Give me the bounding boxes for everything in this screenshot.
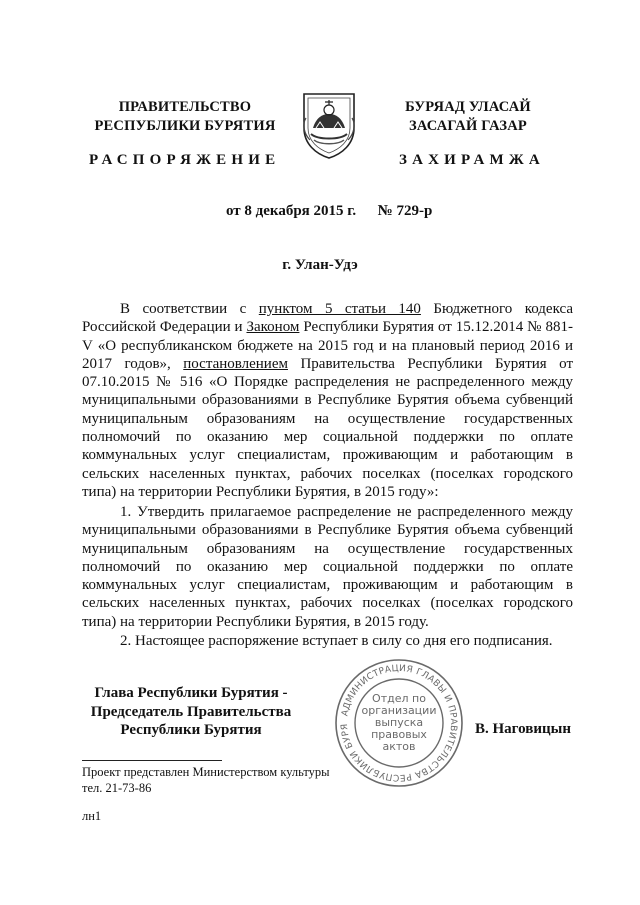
preamble-paragraph bbox=[82, 300, 573, 501]
stamp-line3: выпуска bbox=[374, 716, 424, 729]
preamble-text-3: Республики Бурятия от 15.12.2014 № 881-V «О республиканском бюджете на 2015 год и на плановый период 2016 и 2017 годов», bbox=[82, 319, 573, 372]
footer-code: лн1 bbox=[82, 809, 102, 823]
doc-date-number bbox=[226, 203, 432, 220]
doc-date: от 8 декабря 2015 г. bbox=[226, 203, 357, 219]
preamble-text-1: В соответствии с bbox=[120, 301, 259, 317]
footer-note bbox=[82, 764, 382, 796]
header-right-line2: ЗАСАГАЙ ГАЗАР bbox=[409, 118, 527, 134]
stamp-line2: организации bbox=[361, 704, 437, 717]
footer-phone: тел. 21-73-86 bbox=[82, 781, 152, 795]
stamp-ring-text: АДМИНИСТРАЦИЯ ГЛАВЫ И ПРАВИТЕЛЬСТВА РЕСПУБЛИКИ БУРЯ bbox=[339, 663, 459, 783]
doc-type-bua: ЗАХИРАМЖА bbox=[399, 152, 545, 168]
signatory-title-line3: Республики Бурятия bbox=[120, 722, 262, 738]
footer-divider bbox=[82, 760, 222, 761]
signatory-title-line2: Председатель Правительства bbox=[90, 703, 292, 720]
stamp-line1: Отдел по bbox=[372, 692, 426, 705]
stamp-line5: актов bbox=[382, 740, 416, 753]
coat-of-arms-emblem bbox=[298, 88, 360, 160]
stamp-line4: правовых bbox=[371, 728, 427, 741]
preamble-text-2: Бюджетного кодекса Российской Федерации и bbox=[82, 301, 574, 336]
header-right-line1: БУРЯАД УЛАСАЙ bbox=[405, 99, 531, 115]
preamble-text-4: Правительства Республики Бурятия от 07.10.2015 № 516 «О Порядке распределения не распределенного между муниципальными образованиями в Республике Бурятия объема субвенций муниципальным образованиям на осуществление государственных полномочий по оказанию мер социальной поддержки по оплате коммунальных услуг специалистам, проживающим и работающим в сельских населенных пунктах, рабочих поселках (поселках городского типа) на территории Республики Бурятия, в 2015 году»: bbox=[82, 355, 574, 500]
order-item-1: 1. Утвердить прилагаемое распределение не распределенного между муниципальными образованиями в Республике Бурятия объема субвенций муниципальным образованиям на осуществление государственных полномочий по оказанию мер социальной поддержки по оплате коммунальных услуг специалистам, проживающим и работающим в сельских населенных пунктах, рабочих поселках (поселках городского типа) на территории Республики Бурятия, в 2015 году. bbox=[82, 504, 573, 630]
link-resolution[interactable]: постановлением bbox=[183, 355, 288, 372]
doc-number: № 729-р bbox=[377, 203, 433, 219]
order-item-2: 2. Настоящее распоряжение вступает в силу со дня его подписания. bbox=[120, 633, 553, 649]
doc-city: г. Улан-Удэ bbox=[282, 257, 358, 273]
header-left-line2: РЕСПУБЛИКИ БУРЯТИЯ bbox=[94, 118, 276, 134]
footer-prepared-by: Проект представлен Министерством культуры bbox=[82, 765, 330, 779]
header-left-line1: ПРАВИТЕЛЬСТВО bbox=[118, 99, 252, 115]
doc-type-ru: РАСПОРЯЖЕНИЕ bbox=[89, 152, 281, 168]
link-article-140[interactable]: пунктом 5 статьи 140 bbox=[258, 301, 421, 317]
stamp-center-text bbox=[354, 693, 444, 753]
signatory-title bbox=[80, 684, 302, 740]
signatory-title-line1: Глава Республики Бурятия - bbox=[94, 685, 288, 701]
signatory-name: В. Наговицын bbox=[475, 721, 571, 737]
header-left bbox=[90, 98, 280, 136]
header-right bbox=[378, 98, 558, 136]
link-law[interactable]: Законом bbox=[246, 319, 300, 336]
